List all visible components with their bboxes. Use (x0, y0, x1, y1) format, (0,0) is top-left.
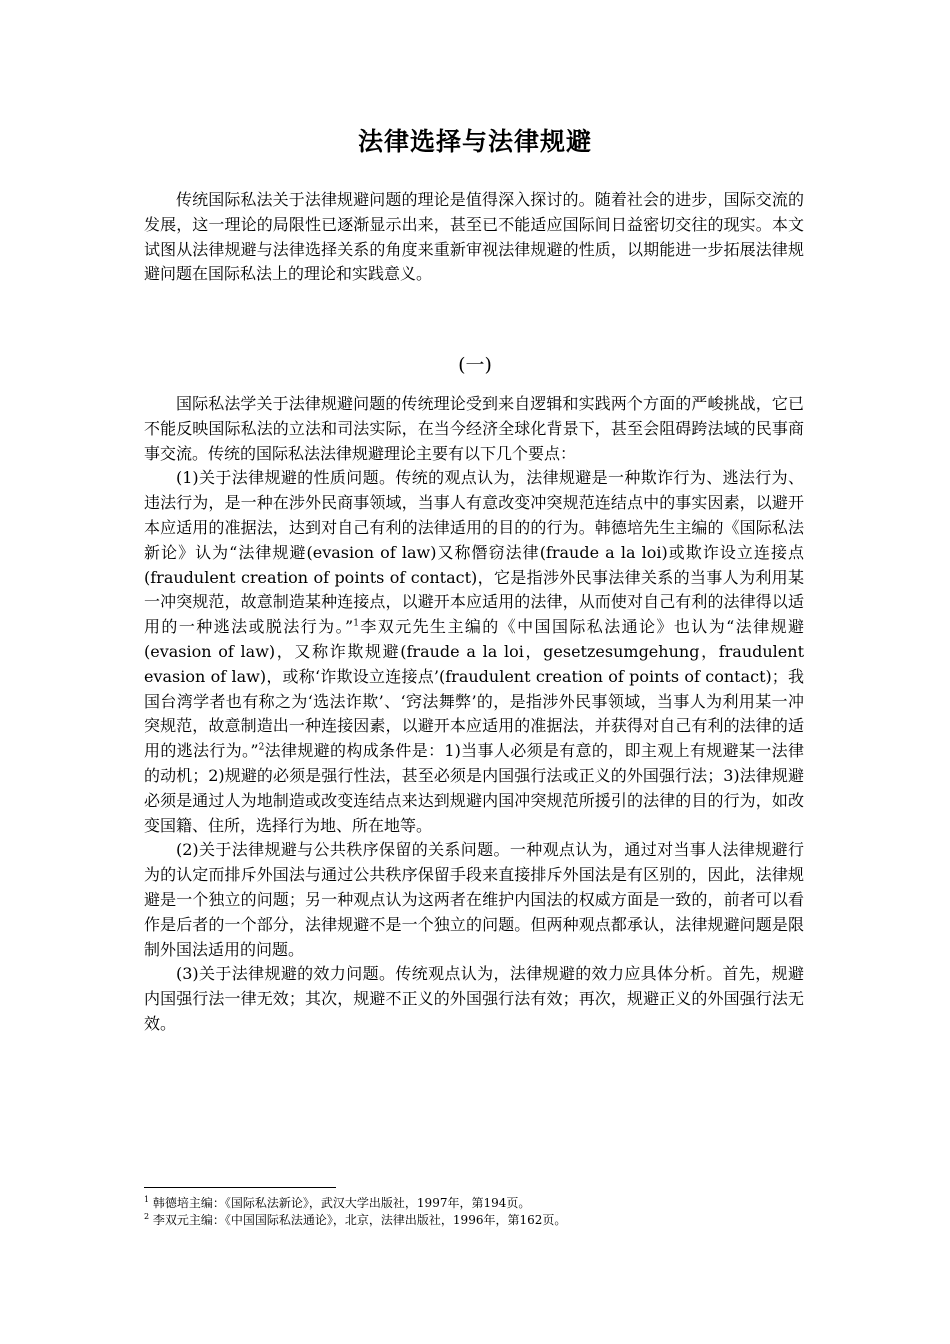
main-body (144, 392, 804, 1037)
footnote-number: 2 (144, 1212, 150, 1221)
document-title: 法律选择与法律规避 (357, 127, 592, 156)
paragraph-2 (144, 466, 804, 838)
paragraph-1: 国际私法学关于法律规避问题的传统理论受到来自逻辑和实践两个方面的严峻挑战，它已不能反映国际私法的立法和司法实际，在当今经济全球化背景下，甚至会阻碍跨法域的民事商事交流。传统的国际私法法律规避理论主要有以下几个要点： (144, 394, 804, 463)
footnote-ref-1: 1 (353, 618, 359, 629)
section-heading: (一) (458, 354, 492, 376)
footnote-text: 李双元主编：《中国国际私法通论》，北京，法律出版社，1996年，第162页。 (152, 1213, 567, 1227)
intro-paragraph: 传统国际私法关于法律规避问题的理论是值得深入探讨的。随着社会的进步，国际交流的发展，这一理论的局限性已逐渐显示出来，甚至已不能适应国际间日益密切交往的现实。本文试图从法律规避与法律选择关系的角度来重新审视法律规避的性质，以期能进一步拓展法律规避问题在国际私法上的理论和实践意义。 (144, 190, 804, 284)
footnote-1 (144, 1195, 844, 1212)
footnote-number: 1 (144, 1195, 150, 1204)
footnote-2 (144, 1212, 844, 1229)
footnote-ref-2: 2 (258, 742, 265, 753)
footnotes (144, 1195, 844, 1229)
paragraph-4: (3)关于法律规避的效力问题。传统观点认为，法律规避的效力应具体分析。首先，规避内国强行法一律无效；其次，规避不正义的外国强行法有效；再次，规避正义的外国强行法无效。 (144, 964, 804, 1033)
paragraph-2-part-a: (1)关于法律规避的性质问题。传统的观点认为，法律规避是一种欺诈行为、逃法行为、违法行为，是一种在涉外民商事领域，当事人有意改变冲突规范连结点中的事实因素，以避开本应适用的准据法，达到对自己有利的法律适用的目的的行为。韩德培先生主编的《国际私法新论》认为“法律规避(evasion of law)又称僭窃法律(fraude a la loi)或欺诈设立连接点(fraudulent creation of points of contact)，它是指涉外民事法律关系的当事人为利用某一冲突规范，故意制造某种连接点，以避开本应适用的法律，从而使对自己有利的法律得以适用的一种逃法或脱法行为。” (144, 468, 804, 637)
paragraph-3: (2)关于法律规避与公共秩序保留的关系问题。一种观点认为，通过对当事人法律规避行为的认定而排斥外国法与通过公共秩序保留手段来直接排斥外国法是有区别的，因此，法律规避是一个独立的问题；另一种观点认为这两者在维护内国法的权威方面是一致的，前者可以看作是后者的一个部分，法律规避不是一个独立的问题。但两种观点都承认，法律规避问题是限制外国法适用的问题。 (144, 840, 804, 959)
paragraph-2-part-b: 李双元先生主编的《中国国际私法通论》也认为“法律规避(evasion of law)，又称诈欺规避(fraude a la loi，gesetzesumgehung，fraudulent evasion of law)，或称‘诈欺设立连接点’(fraudulent creation of points of contact)；我国台湾学者也有称之为‘选法诈欺’、‘窍法舞弊’的，是指涉外民事领域，当事人为利用某一冲突规范，故意制造出一种连接因素，以避开本应适用的准据法，并获得对自己有利的法律的适用的逃法行为。” (144, 617, 804, 761)
paragraph-2-part-c: 法律规避的构成条件是：1)当事人必须是有意的，即主观上有规避某一法律的动机；2)规避的必须是强行性法，甚至必须是内国强行法或正义的外国强行法；3)法律规避必须是通过人为地制造或改变连结点来达到规避内国冲突规范所援引的法律的目的行为，如改变国籍、住所，选择行为地、所在地等。 (144, 741, 804, 835)
intro-block (144, 188, 804, 287)
footnote-text: 韩德培主编：《国际私法新论》，武汉大学出版社，1997年，第194页。 (152, 1196, 531, 1210)
footnote-separator (144, 1187, 336, 1188)
